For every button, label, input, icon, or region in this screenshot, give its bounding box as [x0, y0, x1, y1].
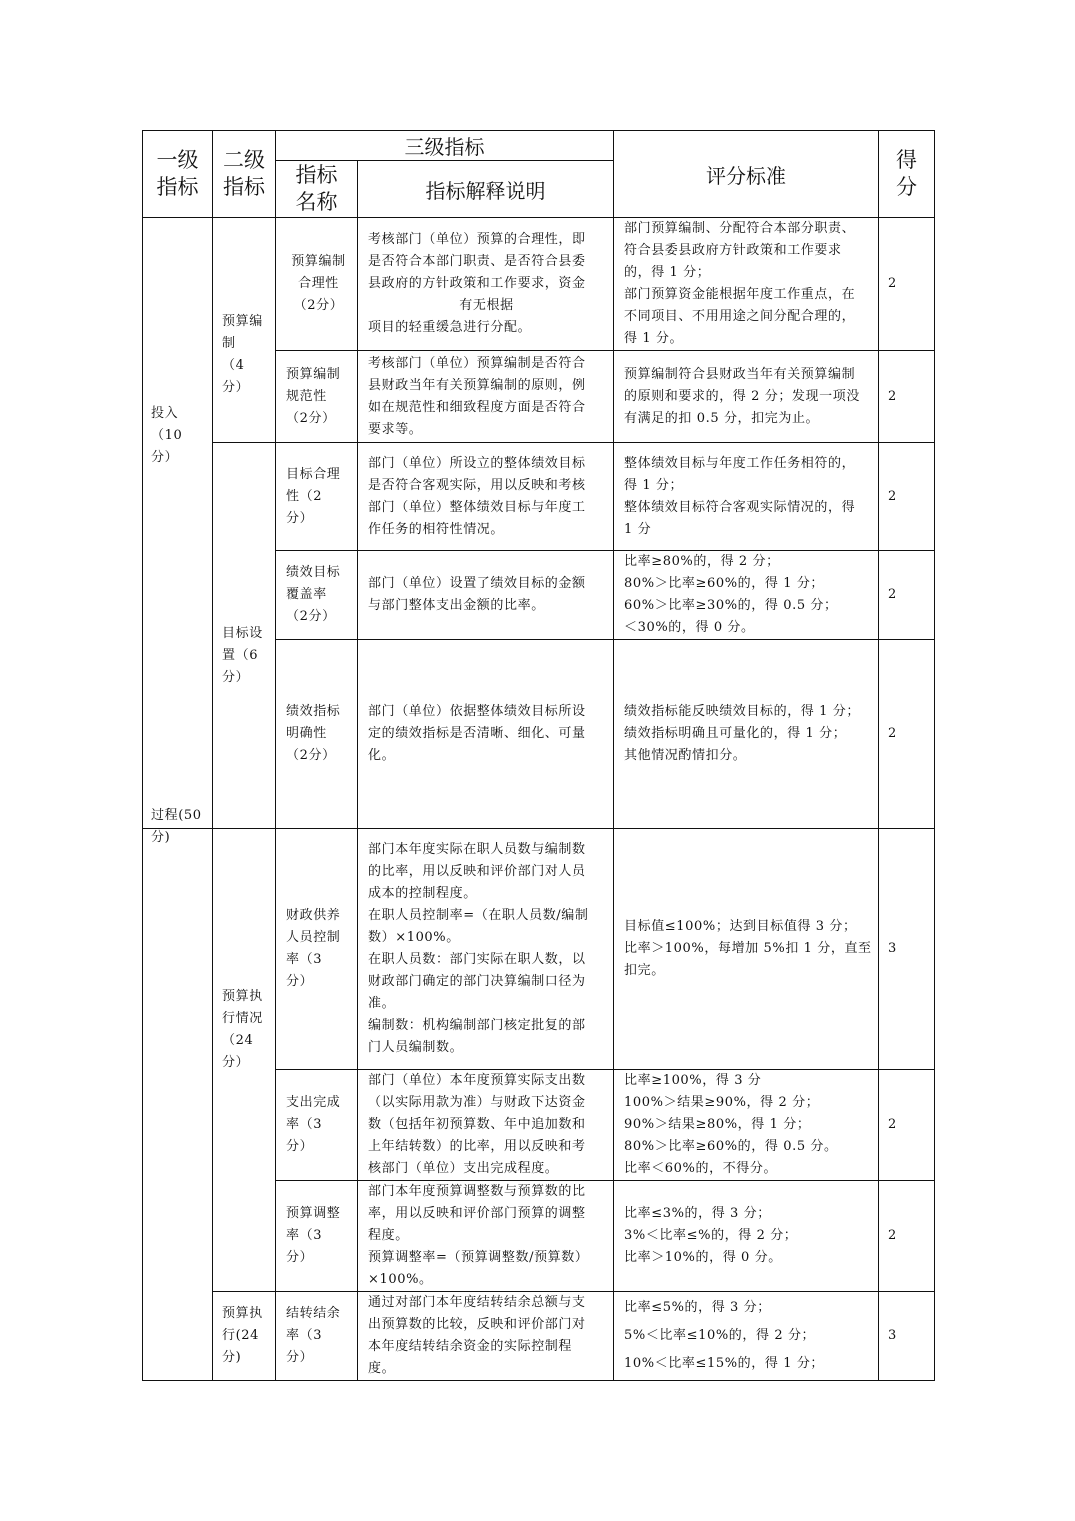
text-line: 有无根据	[459, 298, 514, 313]
text-line: 考核部门（单位）预算的合理性，即	[368, 232, 586, 247]
text-line: 部门预算资金能根据年度工作重点，在	[624, 287, 856, 302]
score-value: 2	[879, 1070, 935, 1181]
text-line: 的，得 1 分；	[624, 265, 711, 280]
scoring-criteria	[614, 1181, 879, 1292]
text-line: 县财政当年有关预算编制的原则，例	[368, 377, 586, 393]
score-value: 3	[879, 1292, 935, 1381]
header-text: 指标 名称	[295, 163, 338, 214]
text-line: 比率≤5%的，得 3 分；	[624, 1300, 771, 1315]
text-line: 部门本年度实际在职人员数与编制数	[368, 842, 586, 857]
text-line: 项目的轻重缓急进行分配。	[368, 320, 532, 335]
text-line: 制	[222, 336, 236, 351]
text-line: 过程(50	[151, 807, 202, 823]
text-line: 合理性	[298, 276, 339, 291]
text-line: 80%＞比率≥60%的，得 1 分；	[624, 576, 825, 591]
header-indicator-name	[276, 161, 358, 218]
text-line: 得 1 分。	[624, 331, 684, 346]
text-line: 率（3	[286, 1117, 323, 1132]
text-line: 在职人员控制率=（在职人员数/编制	[368, 908, 589, 923]
text-line: 目标合理	[286, 466, 341, 482]
level2-budget-execution-2	[213, 1292, 276, 1381]
text-line: ×100%。	[368, 1272, 433, 1287]
scoring-criteria	[614, 1292, 879, 1381]
text-line: 考核部门（单位）预算编制是否符合	[368, 355, 586, 371]
scoring-criteria	[614, 829, 879, 1070]
text-line: 财政供养	[286, 908, 341, 923]
text-line: 得 1 分；	[624, 477, 684, 493]
text-line: （2分）	[286, 748, 336, 763]
text-line: 准。	[368, 996, 396, 1011]
text-line: （24	[222, 1033, 254, 1048]
text-line: 1 分	[624, 521, 652, 537]
score-value: 2	[879, 351, 935, 443]
text-line: 预算调整	[286, 1206, 341, 1221]
text-line: 目标值≤100%；达到目标值得 3 分；	[624, 919, 857, 934]
text-line: 的原则和要求的，得 2 分；发现一项没	[624, 388, 860, 404]
text-line: （2分）	[293, 298, 344, 313]
text-line: 整体绩效目标符合客观实际情况的，得	[624, 499, 856, 515]
text-line: 率（3	[286, 1228, 323, 1243]
level2-budget-execution	[213, 829, 276, 1292]
text-line: 作任务的相符性情况。	[368, 521, 505, 537]
text-line: 率，用以反映和评价部门预算的调整	[368, 1206, 586, 1221]
text-line: 成本的控制程度。	[368, 886, 477, 901]
text-line: （10	[151, 428, 183, 443]
text-line: 支出完成	[286, 1095, 341, 1110]
text-line: 行情况	[222, 1011, 263, 1026]
indicator-name	[276, 829, 358, 1070]
text-line: 程度。	[368, 1228, 409, 1243]
indicator-explanation	[358, 640, 614, 829]
header-indicator-explanation: 指标解释说明	[358, 161, 614, 218]
text-line: 规范性	[286, 388, 327, 404]
text-line: 出预算数的比较，反映和评价部门对	[368, 1317, 586, 1332]
scoring-criteria	[614, 443, 879, 551]
text-line: 预算编	[222, 314, 263, 329]
text-line: 部门（单位）整体绩效目标与年度工	[368, 499, 586, 515]
text-line: 整体绩效目标与年度工作任务相符的，	[624, 455, 856, 471]
text-line: 绩效指标明确且可量化的，得 1 分；	[624, 726, 847, 741]
text-line: 比率＞10%的，得 0 分。	[624, 1250, 782, 1265]
text-line: 3%＜比率≤%的，得 2 分；	[624, 1228, 798, 1243]
scoring-criteria	[614, 218, 879, 351]
text-line: 分)	[222, 1350, 242, 1365]
text-line: （2分）	[286, 609, 336, 624]
text-line: 其他情况酌情扣分。	[624, 748, 747, 763]
text-line: 部门预算编制、分配符合本部分职责、	[624, 221, 856, 236]
text-line: 数）×100%。	[368, 930, 460, 945]
text-line: 预算执	[222, 989, 263, 1004]
text-line: ＜30%的，得 0 分。	[624, 620, 755, 635]
text-line: 部门（单位）本年度预算实际支出数	[368, 1073, 586, 1088]
text-line: 部门（单位）依据整体绩效目标所设	[368, 704, 586, 719]
text-line: 投入	[151, 406, 179, 421]
text-line: 在职人员数：部门实际在职人数，以	[368, 952, 586, 967]
text-line: 分)	[151, 829, 171, 845]
text-line: 与部门整体支出金额的比率。	[368, 598, 545, 613]
text-line: 预算调整率=（预算调整数/预算数）	[368, 1250, 589, 1265]
text-line: 预算编制符合县财政当年有关预算编制	[624, 366, 856, 382]
text-line: 定的绩效指标是否清晰、细化、可量	[368, 726, 586, 741]
text-line: 比率＞100%，每增加 5%扣 1 分，直至	[624, 941, 872, 956]
text-line: 结转结余	[286, 1306, 341, 1321]
text-line: 比率≤3%的，得 3 分；	[624, 1206, 771, 1221]
text-line: （4	[222, 358, 245, 373]
score-value: 2	[879, 443, 935, 551]
text-line: 如在规范性和细致程度方面是否符合	[368, 399, 586, 415]
text-line: 分）	[286, 1350, 314, 1365]
text-line: 人员控制	[286, 930, 341, 945]
text-line: 编制数：机构编制部门核定批复的部	[368, 1018, 586, 1033]
indicator-explanation	[358, 829, 614, 1070]
text-line: 扣完。	[624, 963, 665, 978]
header-criteria: 评分标准	[614, 131, 879, 218]
level1-input	[143, 218, 213, 829]
indicator-name	[276, 640, 358, 829]
indicator-explanation	[358, 1181, 614, 1292]
text-line: 财政部门确定的部门决算编制口径为	[368, 974, 586, 989]
text-line: 分）	[222, 380, 250, 395]
text-line: 上年结转数）的比率，用以反映和考	[368, 1139, 586, 1154]
indicator-explanation	[358, 443, 614, 551]
text-line: 分）	[151, 450, 179, 465]
indicator-name	[276, 1181, 358, 1292]
text-line: 分）	[222, 669, 250, 685]
text-line: 绩效指标能反映绩效目标的，得 1 分；	[624, 704, 860, 719]
text-line: 部门（单位）所设立的整体绩效目标	[368, 455, 586, 471]
header-text: 一级 指标	[156, 148, 199, 199]
indicator-name	[276, 351, 358, 443]
score-value: 2	[879, 551, 935, 640]
text-line: 率（3	[286, 1328, 323, 1343]
text-line: 门人员编制数。	[368, 1040, 464, 1055]
scoring-criteria	[614, 640, 879, 829]
text-line: 行(24	[222, 1328, 260, 1343]
text-line: 分）	[222, 1055, 250, 1070]
text-line: 核部门（单位）支出完成程度。	[368, 1161, 559, 1176]
text-line: 90%＞结果≥80%，得 1 分；	[624, 1117, 811, 1132]
text-line: 绩效指标	[286, 704, 341, 719]
text-line: 绩效目标	[286, 565, 341, 580]
text-line: 率（3	[286, 952, 323, 967]
indicator-explanation	[358, 551, 614, 640]
text-line: 分）	[286, 974, 314, 989]
indicator-explanation	[358, 218, 614, 351]
text-line: 预算编制	[286, 366, 341, 382]
header-score	[879, 131, 935, 218]
text-line: 符合县委县政府方针政策和工作要求	[624, 243, 842, 258]
header-level2	[213, 131, 276, 218]
indicator-explanation	[358, 351, 614, 443]
performance-evaluation-table	[142, 130, 935, 1381]
text-line: 度。	[368, 1361, 396, 1376]
text-line: 比率≥100%，得 3 分	[624, 1073, 762, 1088]
level1-process	[143, 807, 213, 1381]
text-line: 分）	[286, 1250, 314, 1265]
text-line: 县政府的方针政策和工作要求，资金	[368, 276, 586, 291]
indicator-name	[276, 443, 358, 551]
text-line: 5%＜比率≤10%的，得 2 分；	[624, 1328, 816, 1343]
text-line: 预算编制	[291, 254, 346, 269]
indicator-name	[276, 1070, 358, 1181]
indicator-explanation	[358, 1070, 614, 1181]
text-line: 是否符合客观实际，用以反映和考核	[368, 477, 586, 493]
text-line: 100%＞结果≥90%，得 2 分；	[624, 1095, 820, 1110]
indicator-name	[276, 1292, 358, 1381]
header-level1	[143, 131, 213, 218]
text-line: 分）	[286, 1139, 314, 1154]
text-line: 10%＜比率≤15%的，得 1 分；	[624, 1356, 825, 1371]
text-line: 预算执	[222, 1306, 263, 1321]
text-line: 80%＞比率≥60%的，得 0.5 分。	[624, 1139, 838, 1154]
scoring-criteria	[614, 551, 879, 640]
header-text: 得 分	[896, 148, 917, 199]
score-value: 2	[879, 218, 935, 351]
text-line: 比率＜60%的，不得分。	[624, 1161, 778, 1176]
level2-budget-preparation	[213, 218, 276, 443]
text-line: 比率≥80%的，得 2 分；	[624, 554, 780, 569]
text-line: 60%＞比率≥30%的，得 0.5 分；	[624, 598, 838, 613]
header-text: 二级 指标	[223, 148, 265, 199]
text-line: 目标设	[222, 625, 263, 641]
text-line: 的比率，用以反映和评价部门对人员	[368, 864, 586, 879]
text-line: 部门（单位）设置了绩效目标的金额	[368, 576, 586, 591]
level2-target-setting	[213, 443, 276, 829]
text-line: 要求等。	[368, 421, 423, 437]
indicator-name	[276, 218, 358, 351]
text-line: （以实际用款为准）与财政下达资金	[368, 1095, 586, 1110]
text-line: 数（包括年初预算数、年中追加数和	[368, 1117, 586, 1132]
indicator-name	[276, 551, 358, 640]
score-value: 2	[879, 640, 935, 829]
text-line: 有满足的扣 0.5 分，扣完为止。	[624, 410, 820, 426]
text-line: 本年度结转结余资金的实际控制程	[368, 1339, 573, 1354]
header-level3: 三级指标	[276, 131, 614, 161]
indicator-explanation	[358, 1292, 614, 1381]
score-value: 2	[879, 1181, 935, 1292]
scoring-criteria	[614, 351, 879, 443]
text-line: 是否符合本部门职责、是否符合县委	[368, 254, 586, 269]
text-line: 置（6	[222, 647, 259, 663]
scoring-criteria	[614, 1070, 879, 1181]
text-line: 化。	[368, 748, 396, 763]
text-line: 覆盖率	[286, 587, 327, 602]
text-line: 通过对部门本年度结转结余总额与支	[368, 1295, 586, 1310]
text-line: 不同项目、不用用途之间分配合理的，	[624, 309, 856, 324]
text-line: 部门本年度预算调整数与预算数的比	[368, 1184, 586, 1199]
text-line: 性（2	[286, 488, 323, 504]
text-line: （2分）	[286, 410, 336, 426]
text-line: 分）	[286, 510, 314, 526]
score-value: 3	[879, 829, 935, 1070]
text-line: 明确性	[286, 726, 327, 741]
